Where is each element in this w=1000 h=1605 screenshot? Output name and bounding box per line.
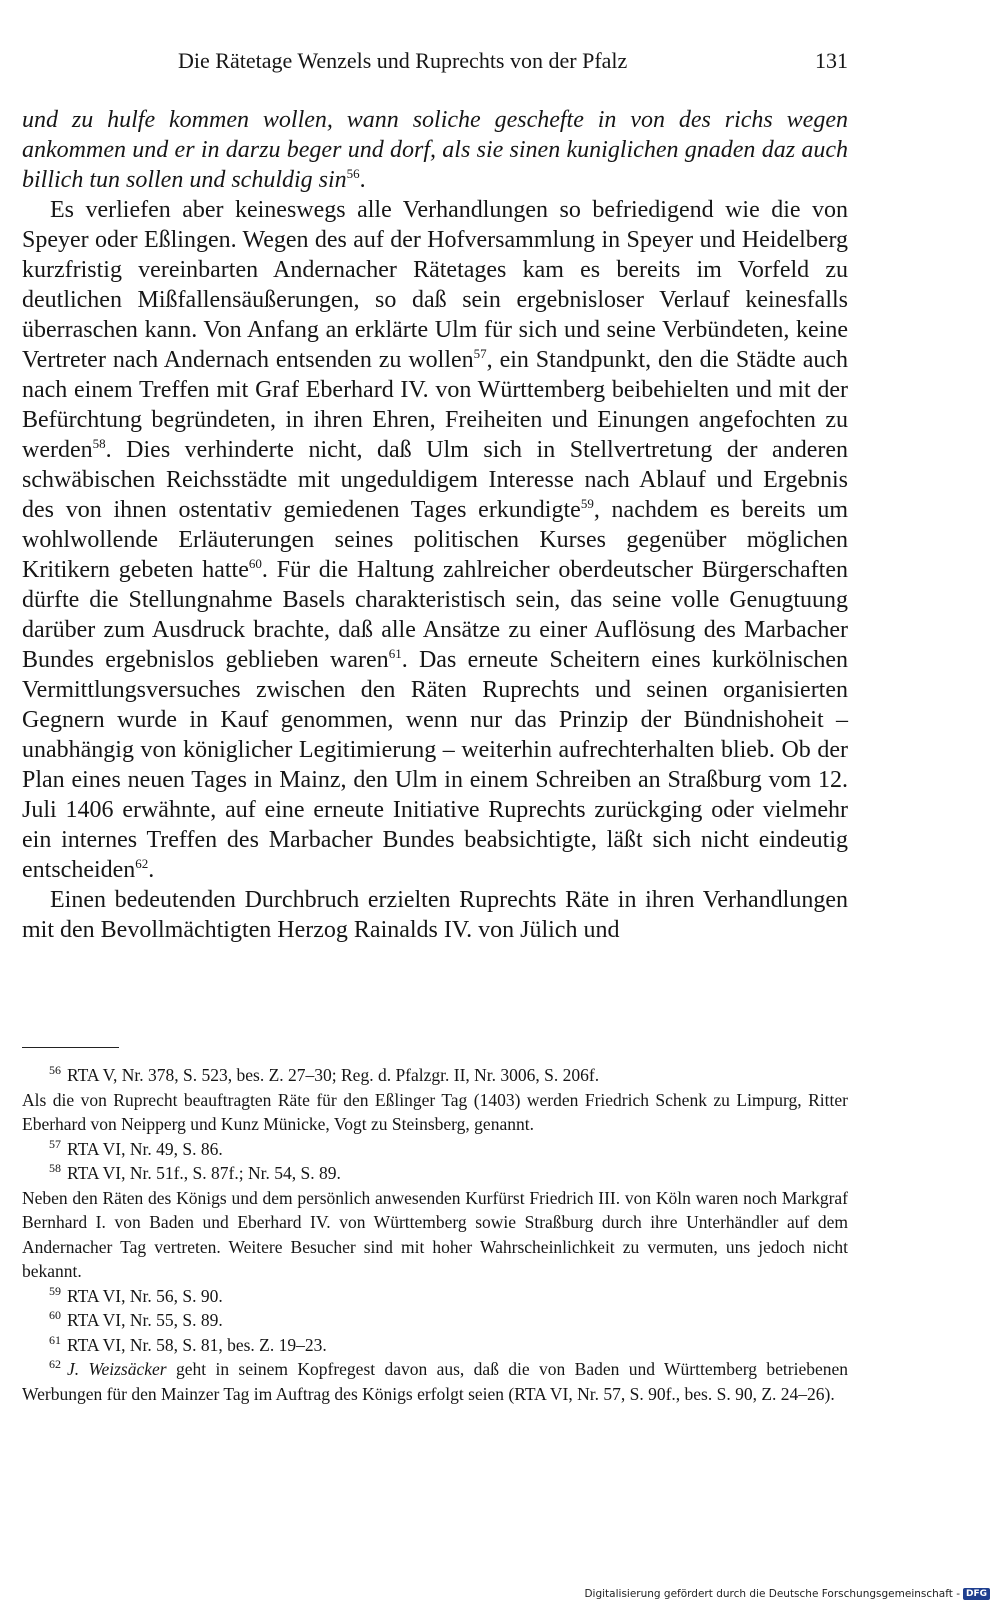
footnote-text: RTA VI, Nr. 55, S. 89. (67, 1310, 223, 1330)
footnote-text: geht in seinem Kopfregest davon aus, daß die von Baden und Württemberg betriebenen Werbungen für den Mainzer Tag im Auftrag des Königs erfolgt seien (RTA VI, Nr. 57, S. 90f., bes. S. 90, Z. 24–26). (22, 1359, 848, 1404)
footnote-ref-57[interactable]: 57 (473, 346, 487, 361)
quotation: und zu hulfe kommen wollen, wann soliche geschefte in von des richs wegen ankommen und er in darzu beger und dorf, als sie sinen kuniglichen gnaden daz auch billich tun sollen und schuldig sin (22, 107, 848, 193)
footnote-59: 59 RTA VI, Nr. 56, S. 90. (49, 1283, 223, 1306)
p1-seg-6: . Das erneute Scheitern eines kurkölnischen Vermittlungsversuches zwischen den Räten Ruprechts und seinen organisierten Gegnern wurde in Kauf genommen, wenn nur das Prinzip der Bündnishoheit – unabhängig von königlicher Legitimierung – weiterhin aufrechterhalten blieb. Ob der Plan eines neuen Tages in Mainz, den Ulm in einem Schreiben an Straßburg vom 12. Juli 1406 erwähnte, auf eine erneute Initiative Ruprechts zurückging oder vielmehr ein internes Treffen des Marbacher Bundes beabsichtigte, läßt sich nicht eindeutig entscheiden (22, 647, 849, 883)
footnote-ref-60[interactable]: 60 (248, 556, 262, 571)
dfg-logo: DFG (963, 1588, 990, 1600)
quote-end: . (359, 167, 366, 193)
paragraph-2: Einen bedeutenden Durchbruch erzielten Ruprechts Räte in ihren Verhandlungen mit den Bevollmächtigten Herzog Rainalds IV. von Jülich und (22, 887, 848, 943)
p1-seg-4: , nachdem es bereits um wohlwollende Erläuterungen seines politischen Kurses gegenüber möglichen Kritikern gebeten hatte (22, 497, 849, 583)
footnote-ref-56[interactable]: 56 (346, 166, 360, 181)
p1-seg-7: . (148, 857, 155, 883)
footnote-58: 58 RTA VI, Nr. 51f., S. 87f.; Nr. 54, S. 89. (49, 1161, 341, 1183)
footnote-60: 60 RTA VI, Nr. 55, S. 89. (49, 1308, 223, 1330)
footnote-62: 62 J. Weizsäcker geht in seinem Kopfregest davon aus, daß die von Baden und Württemberg betriebenen Werbungen für den Mainzer Tag im Auftrag des Königs erfolgt seien (RTA VI, Nr. 57, S. 90f., bes. S. 90, Z. 24–26). (22, 1357, 848, 1404)
footnote-57: 57 RTA VI, Nr. 49, S. 86. (49, 1136, 223, 1159)
footnote-ref-58[interactable]: 58 (92, 436, 106, 451)
p1-seg-3: . Dies verhinderte nicht, daß Ulm sich in Stellvertretung der anderen schwäbischen Reichsstädte mit ungeduldigem Interesse nach Ablauf und Ergebnis des von ihnen ostentativ gemiedenen Tages erkundigte (22, 437, 848, 523)
footnote-text: RTA VI, Nr. 49, S. 86. (67, 1138, 223, 1159)
p1-seg-2: , ein Standpunkt, den die Städte auch nach einem Treffen mit Graf Eberhard IV. von Württemberg beibehielten und mit der Befürchtung begründeten, in ihren Ehren, Freiheiten und Einungen angefochten zu werden (22, 347, 849, 463)
p1-seg-1: Es verliefen aber keineswegs alle Verhandlungen so befriedigend wie die von Speyer oder Eßlingen. Wegen des auf der Hofversammlung in Speyer und Heidelberg kurzfristig vereinbarten Andernacher Rätetages kam es bereits im Vorfeld zu deutlichen Mißfallensäußerungen, so daß sein ergebnisloser Verlauf keinesfalls überraschen kann. Von Anfang an erklärte Ulm für sich und seine Verbündeten, keine Vertreter nach Andernach entsenden zu wollen (22, 197, 848, 373)
footnote-text: RTA VI, Nr. 58, S. 81, bes. Z. 19–23. (67, 1334, 327, 1355)
main-text (22, 105, 848, 945)
footnote-61: 61 RTA VI, Nr. 58, S. 81, bes. Z. 19–23. (49, 1332, 327, 1355)
footnote-text: RTA VI, Nr. 51f., S. 87f.; Nr. 54, S. 89. (67, 1163, 341, 1183)
footnote-56-continued: Als die von Ruprecht beauftragten Räte für den Eßlinger Tag (1403) werden Friedrich Schenk zu Limpurg, Ritter Eberhard von Neipperg und Kunz Münicke, Vogt zu Steinsberg, genannt. (22, 1089, 848, 1134)
footer-text: Digitalisierung gefördert durch die Deutsche Forschungsgemeinschaft - (584, 1588, 960, 1600)
paragraph-1 (22, 195, 848, 885)
footnote-separator (22, 1047, 119, 1048)
footnote-ref-59[interactable]: 59 (580, 496, 594, 511)
page-number: 131 (815, 48, 848, 73)
footnote-ref-61[interactable]: 61 (388, 646, 402, 661)
footnote-author: J. Weizsäcker (67, 1359, 167, 1379)
footnote-ref-62[interactable]: 62 (135, 856, 149, 871)
quote-paragraph (22, 105, 848, 195)
footnote-58-continued: Neben den Räten des Königs und dem persönlich anwesenden Kurfürst Friedrich III. von Köln waren noch Markgraf Bernhard I. von Baden und Eberhard IV. von Württemberg sowie Straßburg durch ihre Unterhändler auf dem Andernacher Tag vertreten. Weitere Besucher sind mit hoher Wahrscheinlichkeit zu vermuten, uns jedoch nicht bekannt. (22, 1187, 848, 1281)
p1-seg-5: . Für die Haltung zahlreicher oberdeutscher Bürgerschaften dürfte die Stellungnahme Basels charakteristisch sein, das seine volle Genugtuung darüber zum Ausdruck brachte, daß alle Ansätze zu einer Auflösung des Marbacher Bundes ergebnislos geblieben waren (22, 557, 848, 673)
digitization-footer (584, 1588, 990, 1600)
footnote-text: RTA V, Nr. 378, S. 523, bes. Z. 27–30; Reg. d. Pfalzgr. II, Nr. 3006, S. 206f. (67, 1065, 600, 1085)
footnote-56: 56 RTA V, Nr. 378, S. 523, bes. Z. 27–30; Reg. d. Pfalzgr. II, Nr. 3006, S. 206f. (49, 1063, 600, 1085)
footnotes (22, 1063, 848, 1406)
running-header-title: Die Rätetage Wenzels und Ruprechts von der Pfalz (178, 48, 628, 73)
footnote-text: RTA VI, Nr. 56, S. 90. (67, 1285, 223, 1306)
